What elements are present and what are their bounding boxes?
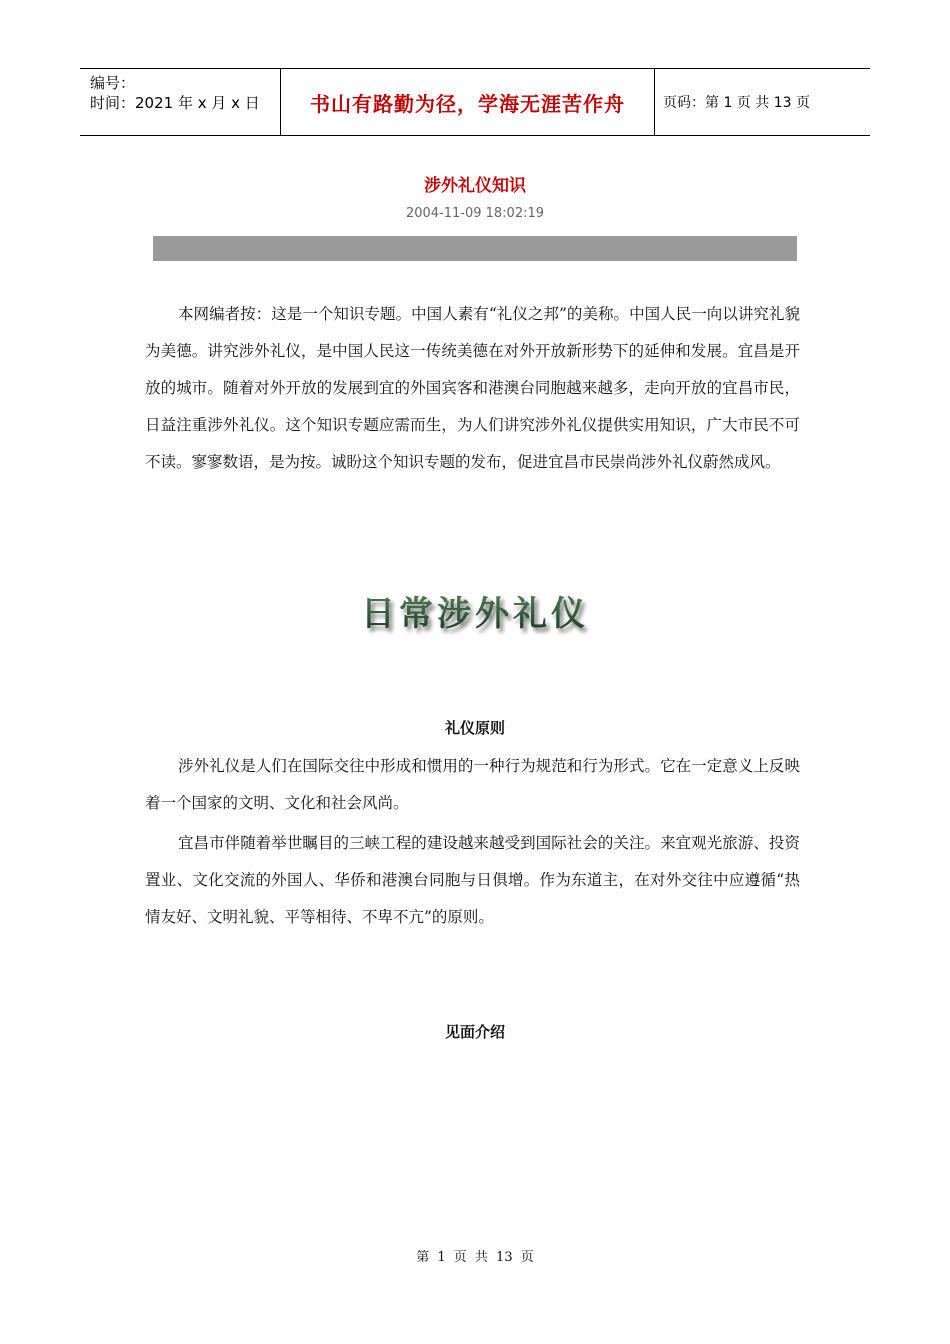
header-meta-cell <box>80 69 281 135</box>
section-banner <box>0 585 950 649</box>
section-heading-introductions: 见面介绍 <box>444 1023 505 1041</box>
page-footer: 第 1 页 共 13 页 <box>416 1250 534 1265</box>
intro-paragraph: 本网编者按：这是一个知识专题。中国人素有“礼仪之邦”的美称。中国人民一向以讲究礼貌为美德。讲究涉外礼仪，是中国人民这一传统美德在对外开放新形势下的延伸和发展。宜昌是开放的城市。随着对外开放的发展到宜的外国宾客和港澳台同胞越来越多，走向开放的宜昌市民，日益注重涉外礼仪。这个知识专题应需而生，为人们讲究涉外礼仪提供实用知识，广大市民不可不读。寥寥数语，是为按。诚盼这个知识专题的发布，促进宜昌市民崇尚涉外礼仪蔚然成风。 <box>145 305 800 471</box>
number-label: 编号： <box>90 74 136 92</box>
principles-paragraph-2: 宜昌市伴随着举世瞩目的三峡工程的建设越来越受到国际社会的关注。来宜观光旅游、投资置业、文化交流的外国人、华侨和港澳台同胞与日俱增。作为东道主，在对外交往中应遵循“热情友好、文明礼貌、平等相待、不卑不亢”的原则。 <box>145 834 800 926</box>
header-page-cell <box>655 69 870 135</box>
principles-paragraph-1: 涉外礼仪是人们在国际交往中形成和惯用的一种行为规范和行为形式。它在一定意义上反映着一个国家的文明、文化和社会风尚。 <box>145 757 800 812</box>
time-label: 时间：2021 年 x 月 x 日 <box>90 94 260 112</box>
document-title: 涉外礼仪知识 <box>424 176 526 196</box>
section-heading-principles: 礼仪原则 <box>444 719 505 737</box>
motto-text: 书山有路勤为径，学海无涯苦作舟 <box>310 91 625 116</box>
document-date: 2004-11-09 18:02:19 <box>405 206 545 221</box>
header-table <box>80 68 870 136</box>
banner-text: 日常涉外礼仪 <box>361 594 589 634</box>
gray-divider-bar <box>153 236 797 261</box>
banner-image <box>350 585 600 645</box>
page-info: 页码：第 1 页 共 13 页 <box>663 95 810 111</box>
header-motto-cell <box>281 69 655 135</box>
